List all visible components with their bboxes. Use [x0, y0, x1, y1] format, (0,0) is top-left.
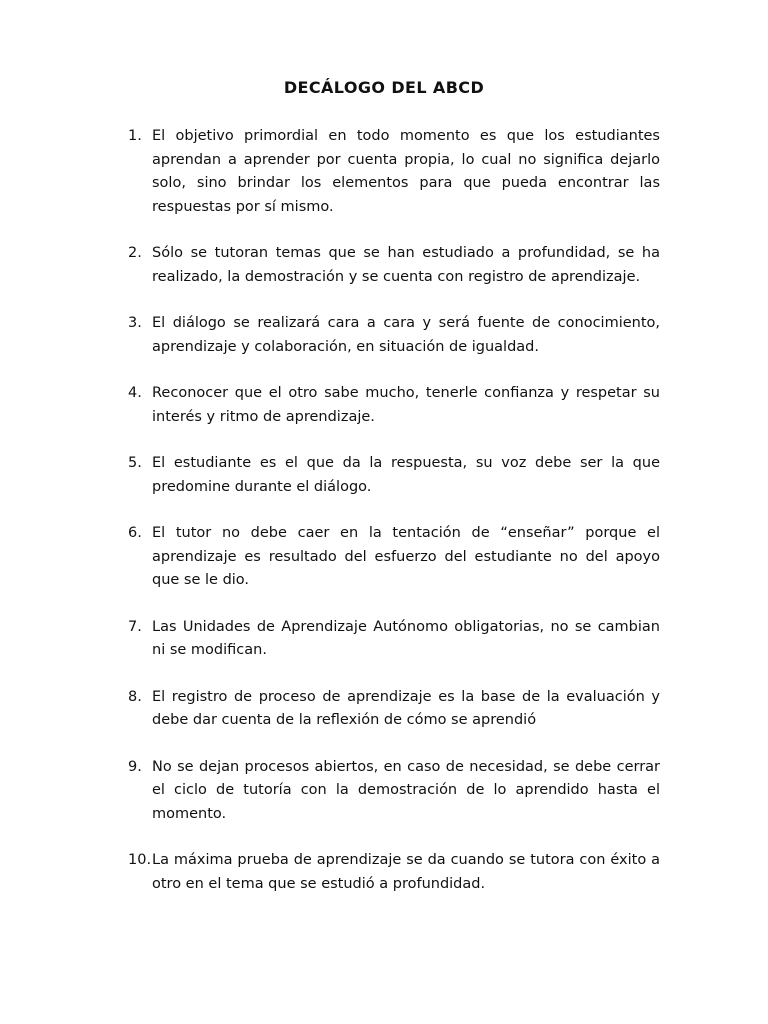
- item-text: No se dejan procesos abiertos, en caso de necesidad, se debe cerrar el ciclo de tutoría con la demostración de lo aprendido hasta el momento.: [152, 758, 660, 822]
- list-item: [128, 686, 660, 733]
- item-number: 3.: [128, 315, 142, 331]
- list-item: [128, 242, 660, 289]
- list-item: [128, 522, 660, 593]
- item-text: El tutor no debe caer en la tentación de “enseñar” porque el aprendizaje es resultado del esfuerzo del estudiante no del apoyo que se le dio.: [152, 525, 660, 588]
- item-number: 7.: [128, 618, 142, 635]
- item-text: Sólo se tutoran temas que se han estudiado a profundidad, se ha realizado, la demostración y se cuenta con registro de aprendizaje.: [152, 245, 660, 285]
- decalogue-list: [128, 125, 660, 919]
- item-text: El objetivo primordial en todo momento es que los estudiantes aprendan a aprender por cuenta propia, lo cual no significa dejarlo solo, sino brindar los elementos para que pueda encontrar las respuestas por sí mismo.: [152, 128, 660, 215]
- item-text: La máxima prueba de aprendizaje se da cuando se tutora con éxito a otro en el tema que se estudió a profundidad.: [152, 852, 660, 892]
- document-title: DECÁLOGO DEL ABCD: [283, 78, 485, 97]
- item-text: El estudiante es el que da la respuesta, su voz debe ser la que predomine durante el diálogo.: [152, 455, 660, 495]
- list-item: [128, 312, 660, 359]
- list-item: [128, 125, 660, 219]
- item-number: 5.: [128, 455, 142, 471]
- list-item: [128, 756, 660, 827]
- item-number: 4.: [128, 385, 142, 401]
- item-text: El registro de proceso de aprendizaje es la base de la evaluación y debe dar cuenta de la reflexión de cómo se aprendió: [152, 688, 660, 728]
- item-number: 6.: [128, 525, 142, 541]
- item-number: 9.: [128, 758, 142, 775]
- item-number: 2.: [128, 245, 142, 261]
- item-number: 8.: [128, 688, 142, 705]
- item-text: Reconocer que el otro sabe mucho, tenerle confianza y respetar su interés y ritmo de aprendizaje.: [152, 385, 660, 425]
- list-item: [128, 616, 660, 663]
- list-item: [128, 382, 660, 429]
- item-text: Las Unidades de Aprendizaje Autónomo obligatorias, no se cambian ni se modifican.: [152, 618, 660, 658]
- item-number: 1.: [128, 128, 142, 144]
- list-item: [128, 849, 660, 896]
- item-number: 10.: [128, 852, 152, 868]
- item-text: El diálogo se realizará cara a cara y será fuente de conocimiento, aprendizaje y colaboración, en situación de igualdad.: [152, 315, 660, 355]
- list-item: [128, 452, 660, 499]
